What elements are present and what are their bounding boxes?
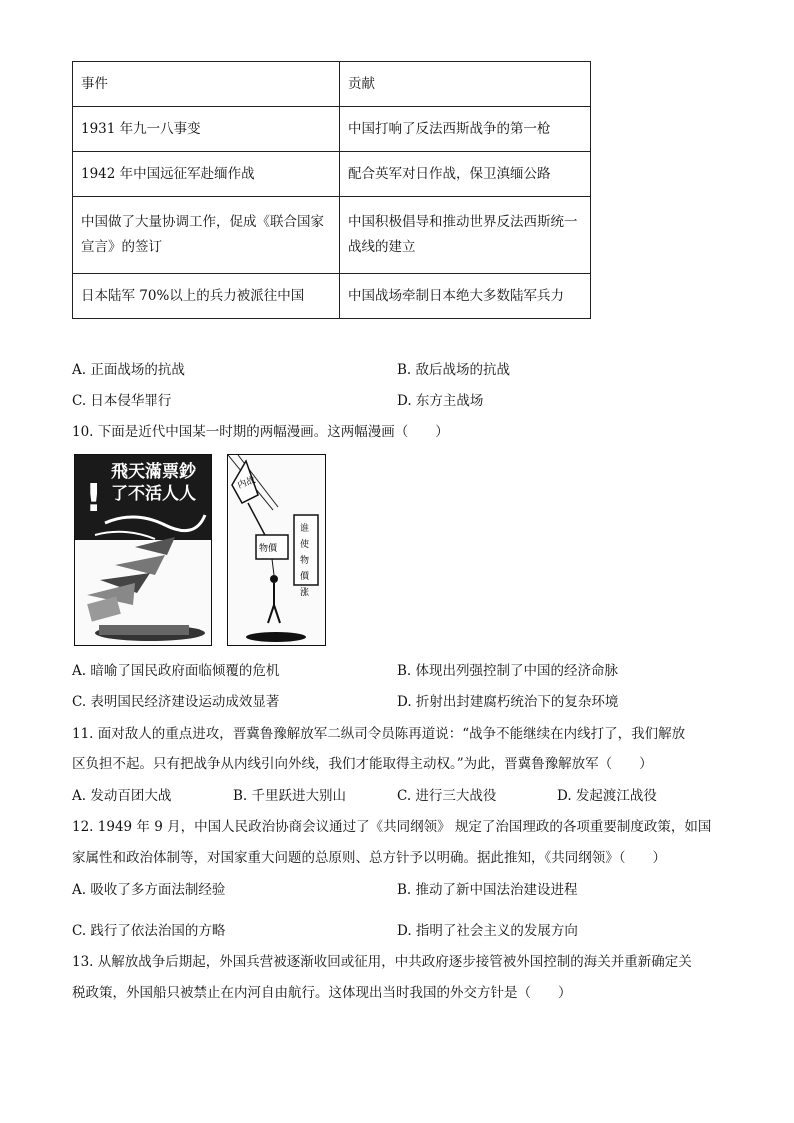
table-row	[73, 197, 591, 274]
q12-option-b[interactable]: B. 推动了新中国法治建设进程	[397, 882, 578, 898]
table-header-event: 事件	[73, 62, 340, 107]
q9-option-d[interactable]: D. 东方主战场	[397, 393, 484, 409]
q12-option-c[interactable]: C. 践行了依法治国的方略	[72, 923, 226, 939]
q11-option-d[interactable]: D. 发起渡江战役	[557, 788, 657, 804]
comic2-sign-char-2: 使	[300, 540, 310, 550]
q10-option-d[interactable]: D. 折射出封建腐朽统治下的复杂环境	[397, 694, 619, 710]
table-header-row	[73, 62, 591, 107]
comic1-text-line2: 了不活人人	[111, 484, 196, 504]
table-cell-contribution: 中国战场牵制日本绝大多数陆军兵力	[340, 274, 591, 319]
comic2-pot-label: 内战	[236, 475, 257, 492]
comic2-sign-char-3: 物	[300, 556, 310, 566]
table-cell-contribution: 中国积极倡导和推动世界反法西斯统一战线的建立	[340, 197, 591, 274]
comic-flying-banknotes	[74, 454, 212, 646]
svg-text:!: !	[85, 476, 103, 520]
q13-stem-line1: 13. 从解放战争后期起，外国兵营被逐渐收回或征用，中共政府逐步接管被外国控制的海关并重新确定关	[72, 954, 692, 970]
table-cell-event: 1942 年中国远征军赴缅作战	[73, 152, 340, 197]
q10-stem: 10. 下面是近代中国某一时期的两幅漫画。这两幅漫画（ ）	[72, 424, 449, 440]
comic2-box-label: 物價	[259, 544, 278, 554]
q12-stem-line2: 家属性和政治体制等，对国家重大问题的总原则、总方针予以明确。据此推知，《共同纲领》（ ）	[72, 850, 666, 866]
table-cell-event: 日本陆军 70%以上的兵力被派往中国	[73, 274, 340, 319]
comic2-sign-char-5: 涨	[300, 588, 310, 598]
table-cell-contribution: 配合英军对日作战，保卫滇缅公路	[340, 152, 591, 197]
q11-stem-line1: 11. 面对敌人的重点进攻，晋冀鲁豫解放军二纵司令员陈再道说：“战争不能继续在内线打了，我们解放	[72, 726, 686, 742]
q12-stem-line1: 12. 1949 年 9 月，中国人民政治协商会议通过了《共同纲领》 规定了治国理政的各项重要制度政策，如国	[72, 819, 712, 835]
q13-stem-line2: 税政策，外国船只被禁止在内河自由航行。这体现出当时我国的外交方针是（ ）	[72, 985, 572, 1001]
q10-option-c[interactable]: C. 表明国民经济建设运动成效显著	[72, 694, 280, 710]
events-table	[72, 61, 591, 319]
q11-option-c[interactable]: C. 进行三大战役	[397, 788, 497, 804]
comic-prices-rising	[227, 454, 326, 646]
table-cell-event: 中国做了大量协调工作，促成《联合国家宣言》的签订	[73, 197, 340, 274]
table-cell-event: 1931 年九一八事变	[73, 107, 340, 152]
table-row	[73, 107, 591, 152]
table-row	[73, 274, 591, 319]
q9-option-b[interactable]: B. 敌后战场的抗战	[397, 362, 511, 378]
q11-option-b[interactable]: B. 千里跃进大别山	[233, 788, 347, 804]
q10-option-a[interactable]: A. 暗喻了国民政府面临倾覆的危机	[72, 663, 280, 679]
q11-stem-line2: 区负担不起。只有把战争从内线引向外线，我们才能取得主动权。”为此，晋冀鲁豫解放军（ ）	[72, 756, 653, 772]
table-cell-contribution: 中国打响了反法西斯战争的第一枪	[340, 107, 591, 152]
q12-option-d[interactable]: D. 指明了社会主义的发展方向	[397, 923, 578, 939]
table-header-contribution: 贡献	[340, 62, 591, 107]
comic2-sign-char-1: 谁	[300, 524, 310, 534]
q12-option-a[interactable]: A. 吸收了多方面法制经验	[72, 882, 226, 898]
q10-option-b[interactable]: B. 体现出列强控制了中国的经济命脉	[397, 663, 619, 679]
q9-option-c[interactable]: C. 日本侵华罪行	[72, 393, 172, 409]
q9-option-a[interactable]: A. 正面战场的抗战	[72, 362, 185, 378]
q11-option-a[interactable]: A. 发动百团大战	[72, 788, 172, 804]
comic2-sign-char-4: 價	[300, 572, 310, 582]
table-row	[73, 152, 591, 197]
comic1-text-line1: 飛天滿票鈔	[111, 462, 196, 482]
